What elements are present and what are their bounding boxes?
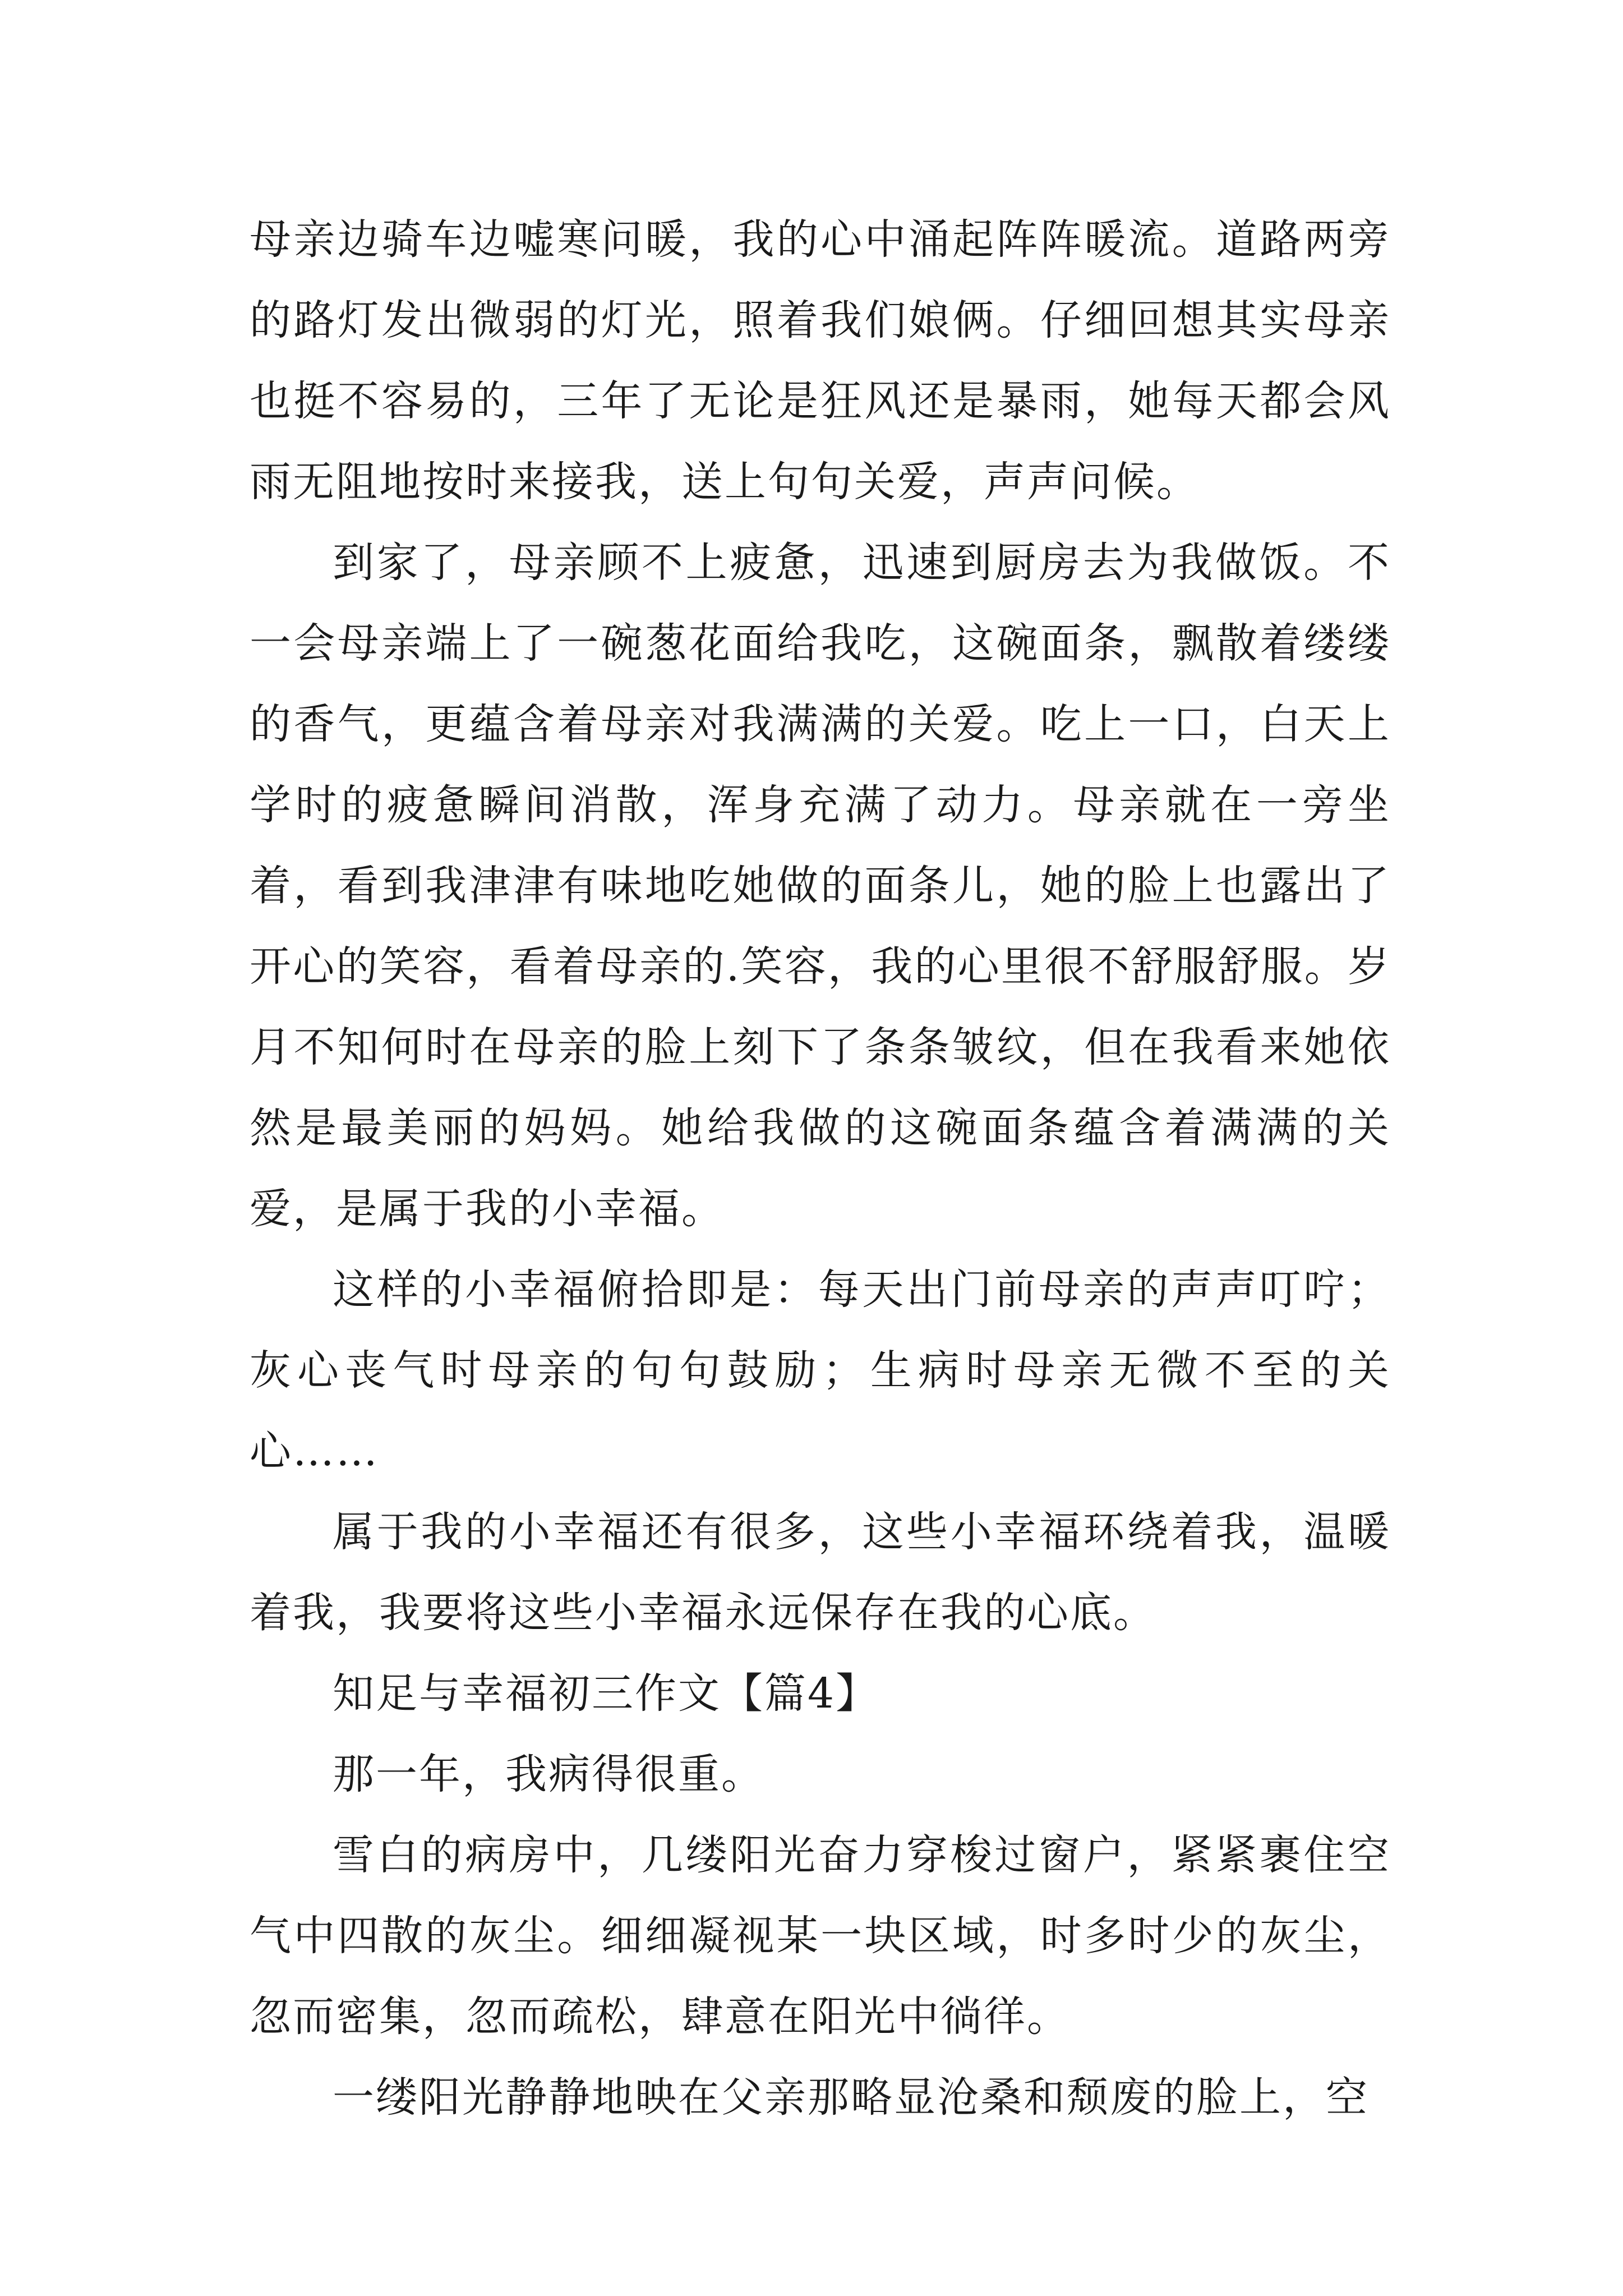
paragraph-continuation: 母亲边骑车边嘘寒问暖，我的心中涌起阵阵暖流。道路两旁的路灯发出微弱的灯光，照着我们娘俩。仔细回想其实母亲也挺不容易的，三年了无论是狂风还是暴雨，她每天都会风雨无阻地按时来接我，送上句句关爱，声声问候。 xyxy=(250,215,1391,506)
paragraph: 这样的小幸福俯拾即是：每天出门前母亲的声声叮咛；灰心丧气时母亲的句句鼓励；生病时母亲无微不至的关心…… xyxy=(250,1266,1391,1475)
paragraph: 那一年，我病得很重。 xyxy=(333,1750,764,1798)
article-body xyxy=(250,199,1391,2138)
paragraph: 一缕阳光静静地映在父亲那略显沧桑和颓废的脸上，空 xyxy=(333,2073,1369,2122)
paragraph: 到家了，母亲顾不上疲惫，迅速到厨房去为我做饭。不一会母亲端上了一碗葱花面给我吃，这碗面条，飘散着缕缕的香气，更蕴含着母亲对我满满的关爱。吃上一口，白天上学时的疲惫瞬间消散，浑身充满了动力。母亲就在一旁坐着，看到我津津有味地吃她做的面条儿，她的脸上也露出了开心的笑容，看着母亲的.笑容，我的心里很不舒服舒服。岁月不知何时在母亲的脸上刻下了条条皱纹，但在我看来她依然是最美丽的妈妈。她给我做的这碗面条蕴含着满满的关爱，是属于我的小幸福。 xyxy=(250,539,1391,1233)
section-heading: 知足与幸福初三作文【篇4】 xyxy=(333,1669,879,1718)
paragraph: 雪白的病房中，几缕阳光奋力穿梭过窗户，紧紧裹住空气中四散的灰尘。细细凝视某一块区域，时多时少的灰尘，忽而密集，忽而疏松，肆意在阳光中徜徉。 xyxy=(250,1831,1391,2041)
paragraph: 属于我的小幸福还有很多，这些小幸福环绕着我，温暖着我，我要将这些小幸福永远保存在我的心底。 xyxy=(250,1508,1391,1637)
